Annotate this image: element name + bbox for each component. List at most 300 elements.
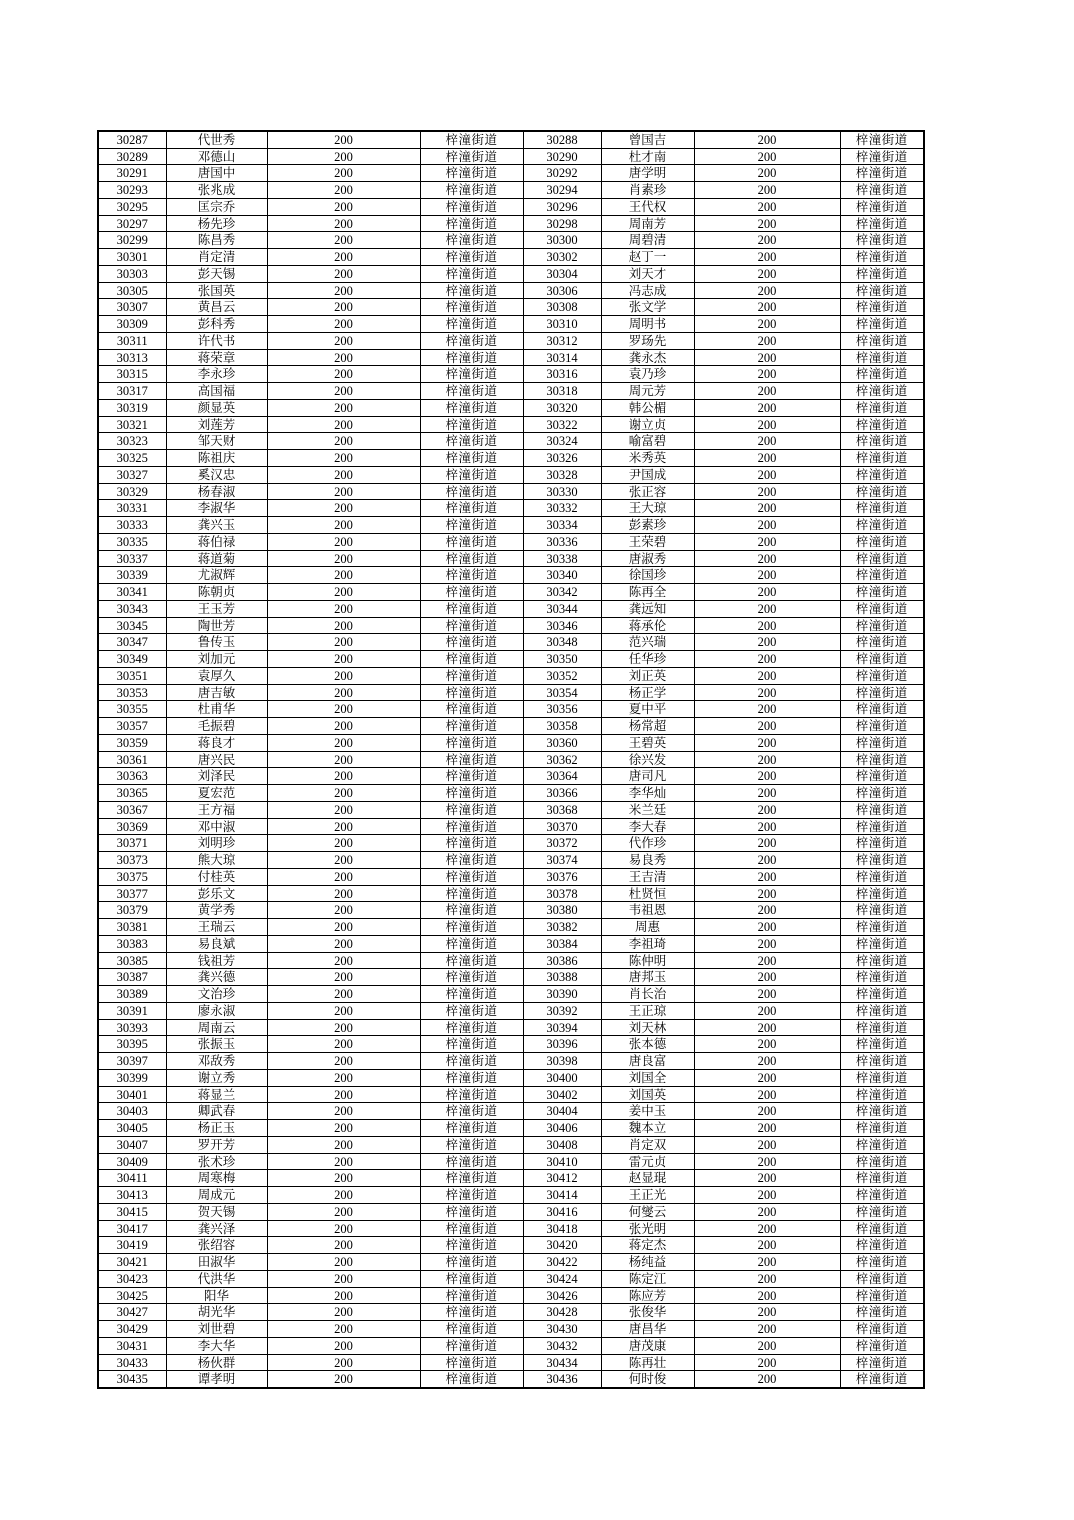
right-id-cell: 30368 — [523, 801, 601, 818]
left-id-cell: 30409 — [98, 1153, 166, 1170]
left-id-cell: 30415 — [98, 1203, 166, 1220]
left-id-cell: 30321 — [98, 416, 166, 433]
right-amount-cell: 200 — [694, 986, 840, 1003]
right-street-cell: 梓潼街道 — [840, 751, 924, 768]
right-name-cell: 周碧清 — [601, 232, 694, 249]
right-street-cell: 梓潼街道 — [840, 1103, 924, 1120]
right-name-cell: 韩公楣 — [601, 399, 694, 416]
right-amount-cell: 200 — [694, 1120, 840, 1137]
left-name-cell: 李永珍 — [166, 366, 267, 383]
left-id-cell: 30379 — [98, 902, 166, 919]
left-id-cell: 30299 — [98, 232, 166, 249]
table-row — [98, 1120, 924, 1137]
left-name-cell: 张绍容 — [166, 1237, 267, 1254]
right-name-cell: 唐淑秀 — [601, 550, 694, 567]
left-street-cell: 梓潼街道 — [420, 935, 523, 952]
left-street-cell: 梓潼街道 — [420, 818, 523, 835]
left-id-cell: 30393 — [98, 1019, 166, 1036]
left-id-cell: 30361 — [98, 751, 166, 768]
right-amount-cell: 200 — [694, 919, 840, 936]
right-amount-cell: 200 — [694, 1053, 840, 1070]
table-row — [98, 902, 924, 919]
left-street-cell: 梓潼街道 — [420, 902, 523, 919]
table-row — [98, 383, 924, 400]
right-id-cell: 30316 — [523, 366, 601, 383]
table-row — [98, 433, 924, 450]
left-id-cell: 30305 — [98, 282, 166, 299]
left-amount-cell: 200 — [267, 332, 420, 349]
left-id-cell: 30311 — [98, 332, 166, 349]
right-street-cell: 梓潼街道 — [840, 282, 924, 299]
right-amount-cell: 200 — [694, 1321, 840, 1338]
left-amount-cell: 200 — [267, 500, 420, 517]
left-street-cell: 梓潼街道 — [420, 433, 523, 450]
left-id-cell: 30395 — [98, 1036, 166, 1053]
left-street-cell: 梓潼街道 — [420, 1254, 523, 1271]
right-street-cell: 梓潼街道 — [840, 1237, 924, 1254]
right-street-cell: 梓潼街道 — [840, 533, 924, 550]
right-amount-cell: 200 — [694, 416, 840, 433]
left-street-cell: 梓潼街道 — [420, 1103, 523, 1120]
table-row — [98, 1103, 924, 1120]
right-name-cell: 夏中平 — [601, 701, 694, 718]
right-amount-cell: 200 — [694, 567, 840, 584]
left-street-cell: 梓潼街道 — [420, 198, 523, 215]
right-name-cell: 尹国成 — [601, 466, 694, 483]
left-name-cell: 王玉芳 — [166, 600, 267, 617]
roster-table — [97, 130, 925, 1389]
left-street-cell: 梓潼街道 — [420, 1170, 523, 1187]
right-amount-cell: 200 — [694, 316, 840, 333]
left-id-cell: 30347 — [98, 634, 166, 651]
right-street-cell: 梓潼街道 — [840, 182, 924, 199]
table-row — [98, 1036, 924, 1053]
left-street-cell: 梓潼街道 — [420, 835, 523, 852]
right-name-cell: 赵显琨 — [601, 1170, 694, 1187]
right-street-cell: 梓潼街道 — [840, 835, 924, 852]
left-amount-cell: 200 — [267, 483, 420, 500]
right-name-cell: 陈再壮 — [601, 1354, 694, 1371]
left-name-cell: 彭乐文 — [166, 885, 267, 902]
left-amount-cell: 200 — [267, 584, 420, 601]
right-name-cell: 刘正英 — [601, 667, 694, 684]
right-name-cell: 徐国珍 — [601, 567, 694, 584]
table-row — [98, 919, 924, 936]
table-row — [98, 1270, 924, 1287]
left-street-cell: 梓潼街道 — [420, 1354, 523, 1371]
table-row — [98, 131, 924, 148]
left-id-cell: 30383 — [98, 935, 166, 952]
left-amount-cell: 200 — [267, 1337, 420, 1354]
left-id-cell: 30423 — [98, 1270, 166, 1287]
left-street-cell: 梓潼街道 — [420, 1187, 523, 1204]
left-amount-cell: 200 — [267, 1371, 420, 1388]
right-amount-cell: 200 — [694, 768, 840, 785]
left-street-cell: 梓潼街道 — [420, 1120, 523, 1137]
table-row — [98, 986, 924, 1003]
left-name-cell: 黄昌云 — [166, 299, 267, 316]
right-street-cell: 梓潼街道 — [840, 550, 924, 567]
right-amount-cell: 200 — [694, 517, 840, 534]
left-street-cell: 梓潼街道 — [420, 399, 523, 416]
right-street-cell: 梓潼街道 — [840, 165, 924, 182]
left-street-cell: 梓潼街道 — [420, 684, 523, 701]
left-id-cell: 30399 — [98, 1069, 166, 1086]
left-id-cell: 30391 — [98, 1002, 166, 1019]
left-amount-cell: 200 — [267, 349, 420, 366]
left-street-cell: 梓潼街道 — [420, 450, 523, 467]
left-street-cell: 梓潼街道 — [420, 785, 523, 802]
left-id-cell: 30369 — [98, 818, 166, 835]
right-id-cell: 30324 — [523, 433, 601, 450]
left-name-cell: 刘世碧 — [166, 1321, 267, 1338]
left-amount-cell: 200 — [267, 1321, 420, 1338]
left-name-cell: 刘莲芳 — [166, 416, 267, 433]
left-street-cell: 梓潼街道 — [420, 1220, 523, 1237]
table-row — [98, 818, 924, 835]
left-street-cell: 梓潼街道 — [420, 282, 523, 299]
right-name-cell: 唐良富 — [601, 1053, 694, 1070]
left-name-cell: 胡光华 — [166, 1304, 267, 1321]
left-street-cell: 梓潼街道 — [420, 349, 523, 366]
left-street-cell: 梓潼街道 — [420, 249, 523, 266]
right-name-cell: 王大琼 — [601, 500, 694, 517]
left-name-cell: 唐吉敏 — [166, 684, 267, 701]
left-name-cell: 刘泽民 — [166, 768, 267, 785]
right-amount-cell: 200 — [694, 399, 840, 416]
left-amount-cell: 200 — [267, 835, 420, 852]
left-street-cell: 梓潼街道 — [420, 617, 523, 634]
right-street-cell: 梓潼街道 — [840, 1053, 924, 1070]
right-id-cell: 30424 — [523, 1270, 601, 1287]
left-amount-cell: 200 — [267, 265, 420, 282]
right-street-cell: 梓潼街道 — [840, 1136, 924, 1153]
left-street-cell: 梓潼街道 — [420, 667, 523, 684]
right-id-cell: 30404 — [523, 1103, 601, 1120]
right-amount-cell: 200 — [694, 667, 840, 684]
right-name-cell: 杨常超 — [601, 718, 694, 735]
right-street-cell: 梓潼街道 — [840, 1203, 924, 1220]
table-row — [98, 1287, 924, 1304]
left-name-cell: 邓敌秀 — [166, 1053, 267, 1070]
right-name-cell: 杨纯益 — [601, 1254, 694, 1271]
right-name-cell: 唐邦玉 — [601, 969, 694, 986]
right-amount-cell: 200 — [694, 232, 840, 249]
right-name-cell: 张本德 — [601, 1036, 694, 1053]
left-amount-cell: 200 — [267, 1170, 420, 1187]
left-amount-cell: 200 — [267, 684, 420, 701]
right-id-cell: 30434 — [523, 1354, 601, 1371]
table-row — [98, 969, 924, 986]
right-street-cell: 梓潼街道 — [840, 366, 924, 383]
right-id-cell: 30400 — [523, 1069, 601, 1086]
right-name-cell: 喻富碧 — [601, 433, 694, 450]
right-id-cell: 30372 — [523, 835, 601, 852]
right-name-cell: 张俊华 — [601, 1304, 694, 1321]
right-id-cell: 30402 — [523, 1086, 601, 1103]
right-name-cell: 袁乃珍 — [601, 366, 694, 383]
left-id-cell: 30335 — [98, 533, 166, 550]
right-street-cell: 梓潼街道 — [840, 1337, 924, 1354]
right-amount-cell: 200 — [694, 550, 840, 567]
table-row — [98, 701, 924, 718]
left-id-cell: 30429 — [98, 1321, 166, 1338]
right-id-cell: 30326 — [523, 450, 601, 467]
left-name-cell: 易良斌 — [166, 935, 267, 952]
left-amount-cell: 200 — [267, 751, 420, 768]
right-id-cell: 30358 — [523, 718, 601, 735]
right-street-cell: 梓潼街道 — [840, 969, 924, 986]
left-name-cell: 蒋良才 — [166, 734, 267, 751]
right-name-cell: 魏本立 — [601, 1120, 694, 1137]
right-amount-cell: 200 — [694, 684, 840, 701]
right-street-cell: 梓潼街道 — [840, 1120, 924, 1137]
right-amount-cell: 200 — [694, 1136, 840, 1153]
table-row — [98, 165, 924, 182]
right-street-cell: 梓潼街道 — [840, 450, 924, 467]
table-row — [98, 1304, 924, 1321]
left-amount-cell: 200 — [267, 902, 420, 919]
right-street-cell: 梓潼街道 — [840, 466, 924, 483]
right-name-cell: 米兰廷 — [601, 801, 694, 818]
left-street-cell: 梓潼街道 — [420, 567, 523, 584]
left-name-cell: 杨伙群 — [166, 1354, 267, 1371]
right-street-cell: 梓潼街道 — [840, 1019, 924, 1036]
left-amount-cell: 200 — [267, 1187, 420, 1204]
right-id-cell: 30338 — [523, 550, 601, 567]
left-id-cell: 30291 — [98, 165, 166, 182]
right-amount-cell: 200 — [694, 366, 840, 383]
left-amount-cell: 200 — [267, 1053, 420, 1070]
right-amount-cell: 200 — [694, 433, 840, 450]
left-amount-cell: 200 — [267, 299, 420, 316]
right-name-cell: 冯志成 — [601, 282, 694, 299]
right-id-cell: 30344 — [523, 600, 601, 617]
left-name-cell: 李淑华 — [166, 500, 267, 517]
right-amount-cell: 200 — [694, 1153, 840, 1170]
left-id-cell: 30343 — [98, 600, 166, 617]
left-name-cell: 钱祖芳 — [166, 952, 267, 969]
right-street-cell: 梓潼街道 — [840, 1086, 924, 1103]
table-row — [98, 366, 924, 383]
left-id-cell: 30425 — [98, 1287, 166, 1304]
left-street-cell: 梓潼街道 — [420, 919, 523, 936]
right-amount-cell: 200 — [694, 198, 840, 215]
right-street-cell: 梓潼街道 — [840, 517, 924, 534]
left-id-cell: 30307 — [98, 299, 166, 316]
right-street-cell: 梓潼街道 — [840, 1287, 924, 1304]
right-name-cell: 张文学 — [601, 299, 694, 316]
right-name-cell: 徐兴发 — [601, 751, 694, 768]
left-id-cell: 30357 — [98, 718, 166, 735]
left-name-cell: 龚兴德 — [166, 969, 267, 986]
right-id-cell: 30318 — [523, 383, 601, 400]
left-id-cell: 30375 — [98, 868, 166, 885]
right-street-cell: 梓潼街道 — [840, 249, 924, 266]
right-amount-cell: 200 — [694, 701, 840, 718]
right-name-cell: 刘天才 — [601, 265, 694, 282]
left-name-cell: 唐兴民 — [166, 751, 267, 768]
left-amount-cell: 200 — [267, 1354, 420, 1371]
left-amount-cell: 200 — [267, 768, 420, 785]
left-name-cell: 高国福 — [166, 383, 267, 400]
left-id-cell: 30295 — [98, 198, 166, 215]
table-row — [98, 232, 924, 249]
right-name-cell: 韦祖恩 — [601, 902, 694, 919]
left-amount-cell: 200 — [267, 433, 420, 450]
right-id-cell: 30394 — [523, 1019, 601, 1036]
left-street-cell: 梓潼街道 — [420, 969, 523, 986]
right-amount-cell: 200 — [694, 1354, 840, 1371]
left-amount-cell: 200 — [267, 667, 420, 684]
left-amount-cell: 200 — [267, 919, 420, 936]
right-street-cell: 梓潼街道 — [840, 584, 924, 601]
left-name-cell: 王瑞云 — [166, 919, 267, 936]
table-row — [98, 500, 924, 517]
left-street-cell: 梓潼街道 — [420, 718, 523, 735]
right-amount-cell: 200 — [694, 265, 840, 282]
left-amount-cell: 200 — [267, 1304, 420, 1321]
left-amount-cell: 200 — [267, 1270, 420, 1287]
right-id-cell: 30356 — [523, 701, 601, 718]
right-street-cell: 梓潼街道 — [840, 399, 924, 416]
left-street-cell: 梓潼街道 — [420, 651, 523, 668]
left-street-cell: 梓潼街道 — [420, 801, 523, 818]
right-amount-cell: 200 — [694, 182, 840, 199]
right-amount-cell: 200 — [694, 1337, 840, 1354]
table-row — [98, 801, 924, 818]
left-name-cell: 蒋荣章 — [166, 349, 267, 366]
right-amount-cell: 200 — [694, 835, 840, 852]
table-row — [98, 651, 924, 668]
left-street-cell: 梓潼街道 — [420, 986, 523, 1003]
right-id-cell: 30336 — [523, 533, 601, 550]
right-amount-cell: 200 — [694, 600, 840, 617]
right-street-cell: 梓潼街道 — [840, 667, 924, 684]
left-name-cell: 阳华 — [166, 1287, 267, 1304]
right-amount-cell: 200 — [694, 483, 840, 500]
left-street-cell: 梓潼街道 — [420, 182, 523, 199]
right-street-cell: 梓潼街道 — [840, 684, 924, 701]
right-name-cell: 蒋定杰 — [601, 1237, 694, 1254]
right-id-cell: 30364 — [523, 768, 601, 785]
right-street-cell: 梓潼街道 — [840, 1254, 924, 1271]
roster-body — [98, 131, 924, 1388]
right-street-cell: 梓潼街道 — [840, 500, 924, 517]
right-amount-cell: 200 — [694, 584, 840, 601]
left-amount-cell: 200 — [267, 282, 420, 299]
right-id-cell: 30322 — [523, 416, 601, 433]
left-street-cell: 梓潼街道 — [420, 1153, 523, 1170]
right-id-cell: 30312 — [523, 332, 601, 349]
right-id-cell: 30290 — [523, 148, 601, 165]
table-row — [98, 215, 924, 232]
table-row — [98, 1371, 924, 1388]
left-amount-cell: 200 — [267, 316, 420, 333]
left-amount-cell: 200 — [267, 701, 420, 718]
left-name-cell: 蒋显兰 — [166, 1086, 267, 1103]
left-name-cell: 谭孝明 — [166, 1371, 267, 1388]
left-amount-cell: 200 — [267, 935, 420, 952]
left-amount-cell: 200 — [267, 1086, 420, 1103]
left-street-cell: 梓潼街道 — [420, 600, 523, 617]
right-id-cell: 30408 — [523, 1136, 601, 1153]
right-amount-cell: 200 — [694, 1170, 840, 1187]
left-amount-cell: 200 — [267, 1153, 420, 1170]
right-street-cell: 梓潼街道 — [840, 801, 924, 818]
left-id-cell: 30367 — [98, 801, 166, 818]
left-amount-cell: 200 — [267, 416, 420, 433]
table-row — [98, 634, 924, 651]
right-name-cell: 易良秀 — [601, 852, 694, 869]
right-id-cell: 30396 — [523, 1036, 601, 1053]
left-name-cell: 刘加元 — [166, 651, 267, 668]
right-id-cell: 30384 — [523, 935, 601, 952]
right-id-cell: 30320 — [523, 399, 601, 416]
table-row — [98, 148, 924, 165]
left-amount-cell: 200 — [267, 1287, 420, 1304]
right-name-cell: 肖长治 — [601, 986, 694, 1003]
left-name-cell: 奚汉忠 — [166, 466, 267, 483]
left-amount-cell: 200 — [267, 986, 420, 1003]
table-row — [98, 316, 924, 333]
table-row — [98, 885, 924, 902]
left-name-cell: 夏宏范 — [166, 785, 267, 802]
right-name-cell: 龚远知 — [601, 600, 694, 617]
right-amount-cell: 200 — [694, 332, 840, 349]
left-name-cell: 廖永淑 — [166, 1002, 267, 1019]
right-street-cell: 梓潼街道 — [840, 651, 924, 668]
left-id-cell: 30349 — [98, 651, 166, 668]
left-id-cell: 30339 — [98, 567, 166, 584]
right-amount-cell: 200 — [694, 1103, 840, 1120]
right-street-cell: 梓潼街道 — [840, 1371, 924, 1388]
left-name-cell: 张国英 — [166, 282, 267, 299]
right-amount-cell: 200 — [694, 215, 840, 232]
right-id-cell: 30388 — [523, 969, 601, 986]
right-name-cell: 龚永杰 — [601, 349, 694, 366]
left-street-cell: 梓潼街道 — [420, 1337, 523, 1354]
left-name-cell: 鲁传玉 — [166, 634, 267, 651]
left-id-cell: 30355 — [98, 701, 166, 718]
left-id-cell: 30385 — [98, 952, 166, 969]
table-row — [98, 1237, 924, 1254]
left-name-cell: 周南云 — [166, 1019, 267, 1036]
right-street-cell: 梓潼街道 — [840, 148, 924, 165]
left-name-cell: 李大华 — [166, 1337, 267, 1354]
table-row — [98, 466, 924, 483]
right-street-cell: 梓潼街道 — [840, 1069, 924, 1086]
right-street-cell: 梓潼街道 — [840, 868, 924, 885]
left-name-cell: 龚兴玉 — [166, 517, 267, 534]
right-id-cell: 30354 — [523, 684, 601, 701]
left-name-cell: 代世秀 — [166, 131, 267, 148]
right-id-cell: 30414 — [523, 1187, 601, 1204]
right-name-cell: 蒋承伦 — [601, 617, 694, 634]
left-street-cell: 梓潼街道 — [420, 751, 523, 768]
right-amount-cell: 200 — [694, 249, 840, 266]
left-id-cell: 30313 — [98, 349, 166, 366]
left-name-cell: 杜甫华 — [166, 701, 267, 718]
right-id-cell: 30390 — [523, 986, 601, 1003]
right-name-cell: 陈仲明 — [601, 952, 694, 969]
left-id-cell: 30435 — [98, 1371, 166, 1388]
right-amount-cell: 200 — [694, 1187, 840, 1204]
left-id-cell: 30387 — [98, 969, 166, 986]
left-name-cell: 文治珍 — [166, 986, 267, 1003]
right-name-cell: 李祖琦 — [601, 935, 694, 952]
left-name-cell: 杨先珍 — [166, 215, 267, 232]
